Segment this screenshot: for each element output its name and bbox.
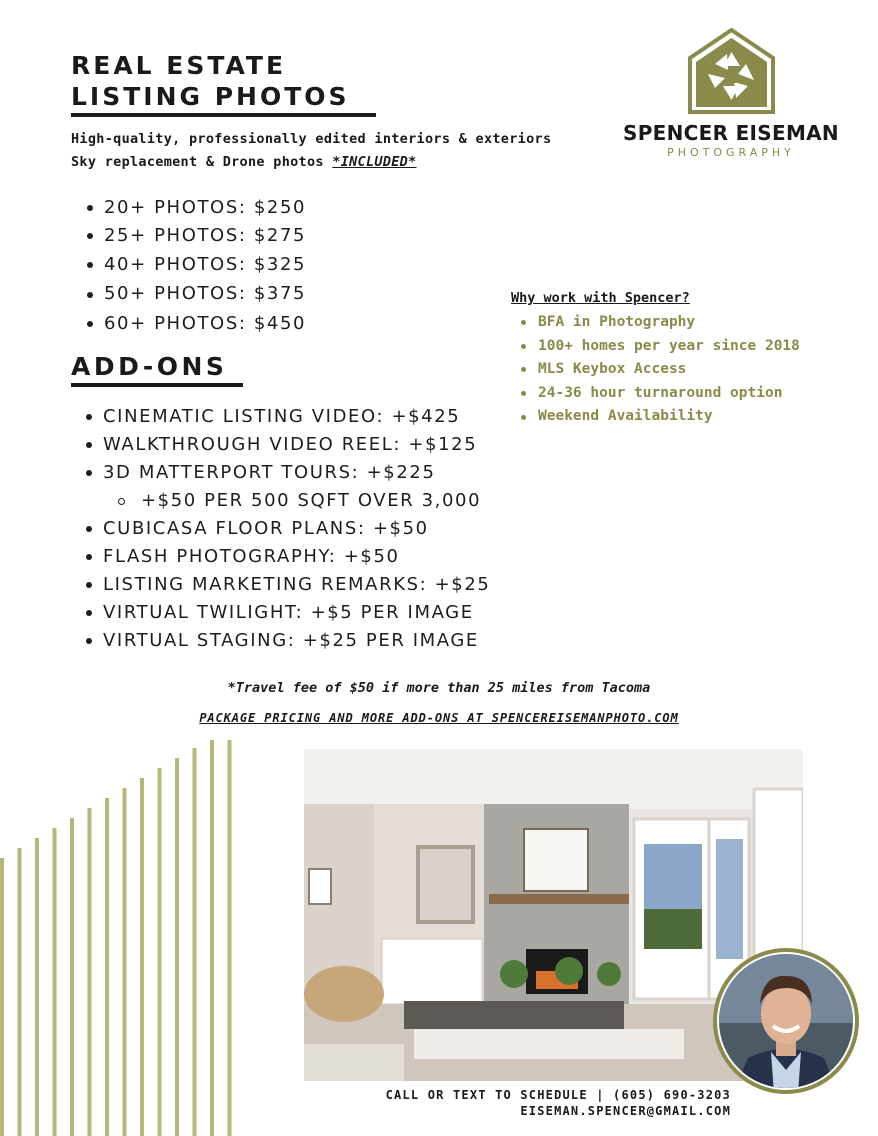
addon-item: 3D MATTERPORT TOURS: +$225 bbox=[71, 459, 490, 487]
contact-email[interactable]: EISEMAN.SPENCER@GMAIL.COM bbox=[520, 1104, 731, 1118]
pricing-item: 25+ PHOTOS: $275 bbox=[72, 222, 306, 250]
title-line-1: REAL ESTATE bbox=[71, 51, 287, 80]
brand-tagline: PHOTOGRAPHY bbox=[667, 146, 795, 159]
addon-item: CINEMATIC LISTING VIDEO: +$425 bbox=[71, 403, 490, 431]
title-underline bbox=[71, 113, 376, 117]
why-item: 100+ homes per year since 2018 bbox=[511, 335, 800, 359]
pricing-item: 60+ PHOTOS: $450 bbox=[72, 310, 306, 338]
title-line-2: LISTING PHOTOS bbox=[71, 82, 350, 111]
addon-item: VIRTUAL STAGING: +$25 PER IMAGE bbox=[71, 627, 490, 655]
package-pricing-link[interactable]: PACKAGE PRICING AND MORE ADD-ONS AT SPENCEREISEMANPHOTO.COM bbox=[199, 711, 679, 725]
why-item: BFA in Photography bbox=[511, 311, 800, 335]
headshot-avatar bbox=[713, 948, 859, 1094]
contact-phone-line[interactable]: CALL OR TEXT TO SCHEDULE | (605) 690-3203 bbox=[385, 1088, 731, 1102]
addon-subitem: +$50 PER 500 SQFT OVER 3,000 bbox=[71, 487, 490, 515]
why-item: 24-36 hour turnaround option bbox=[511, 382, 800, 406]
page-title bbox=[71, 50, 350, 112]
addons-heading: ADD-ONS bbox=[71, 352, 228, 381]
addons-list bbox=[71, 403, 490, 655]
addon-item: VIRTUAL TWILIGHT: +$5 PER IMAGE bbox=[71, 599, 490, 627]
pricing-item: 40+ PHOTOS: $325 bbox=[72, 251, 306, 280]
addon-item: CUBICASA FLOOR PLANS: +$50 bbox=[71, 515, 490, 543]
addon-item: LISTING MARKETING REMARKS: +$25 bbox=[71, 571, 490, 599]
house-aperture-logo-icon bbox=[688, 28, 775, 114]
pricing-item: 20+ PHOTOS: $250 bbox=[72, 194, 306, 222]
included-note: *INCLUDED* bbox=[332, 154, 417, 170]
subtitle-line-2-text: Sky replacement & Drone photos bbox=[71, 154, 333, 170]
addons-underline bbox=[71, 383, 243, 387]
why-item: MLS Keybox Access bbox=[511, 358, 800, 382]
addon-item: WALKTHROUGH VIDEO REEL: +$125 bbox=[71, 431, 490, 459]
decorative-lines bbox=[0, 740, 240, 1136]
brand-name: SPENCER EISEMAN bbox=[623, 121, 839, 145]
why-list bbox=[511, 311, 800, 429]
why-title: Why work with Spencer? bbox=[511, 290, 690, 306]
why-item: Weekend Availability bbox=[511, 405, 800, 429]
subtitle-line-2 bbox=[71, 154, 417, 170]
travel-fee-note: *Travel fee of $50 if more than 25 miles from Tacoma bbox=[227, 680, 651, 696]
pricing-item: 50+ PHOTOS: $375 bbox=[72, 280, 306, 310]
contact-block bbox=[386, 1087, 731, 1119]
subtitle-line-1: High-quality, professionally edited interiors & exteriors bbox=[71, 131, 552, 147]
addon-item: FLASH PHOTOGRAPHY: +$50 bbox=[71, 543, 490, 571]
pricing-list bbox=[72, 194, 306, 338]
